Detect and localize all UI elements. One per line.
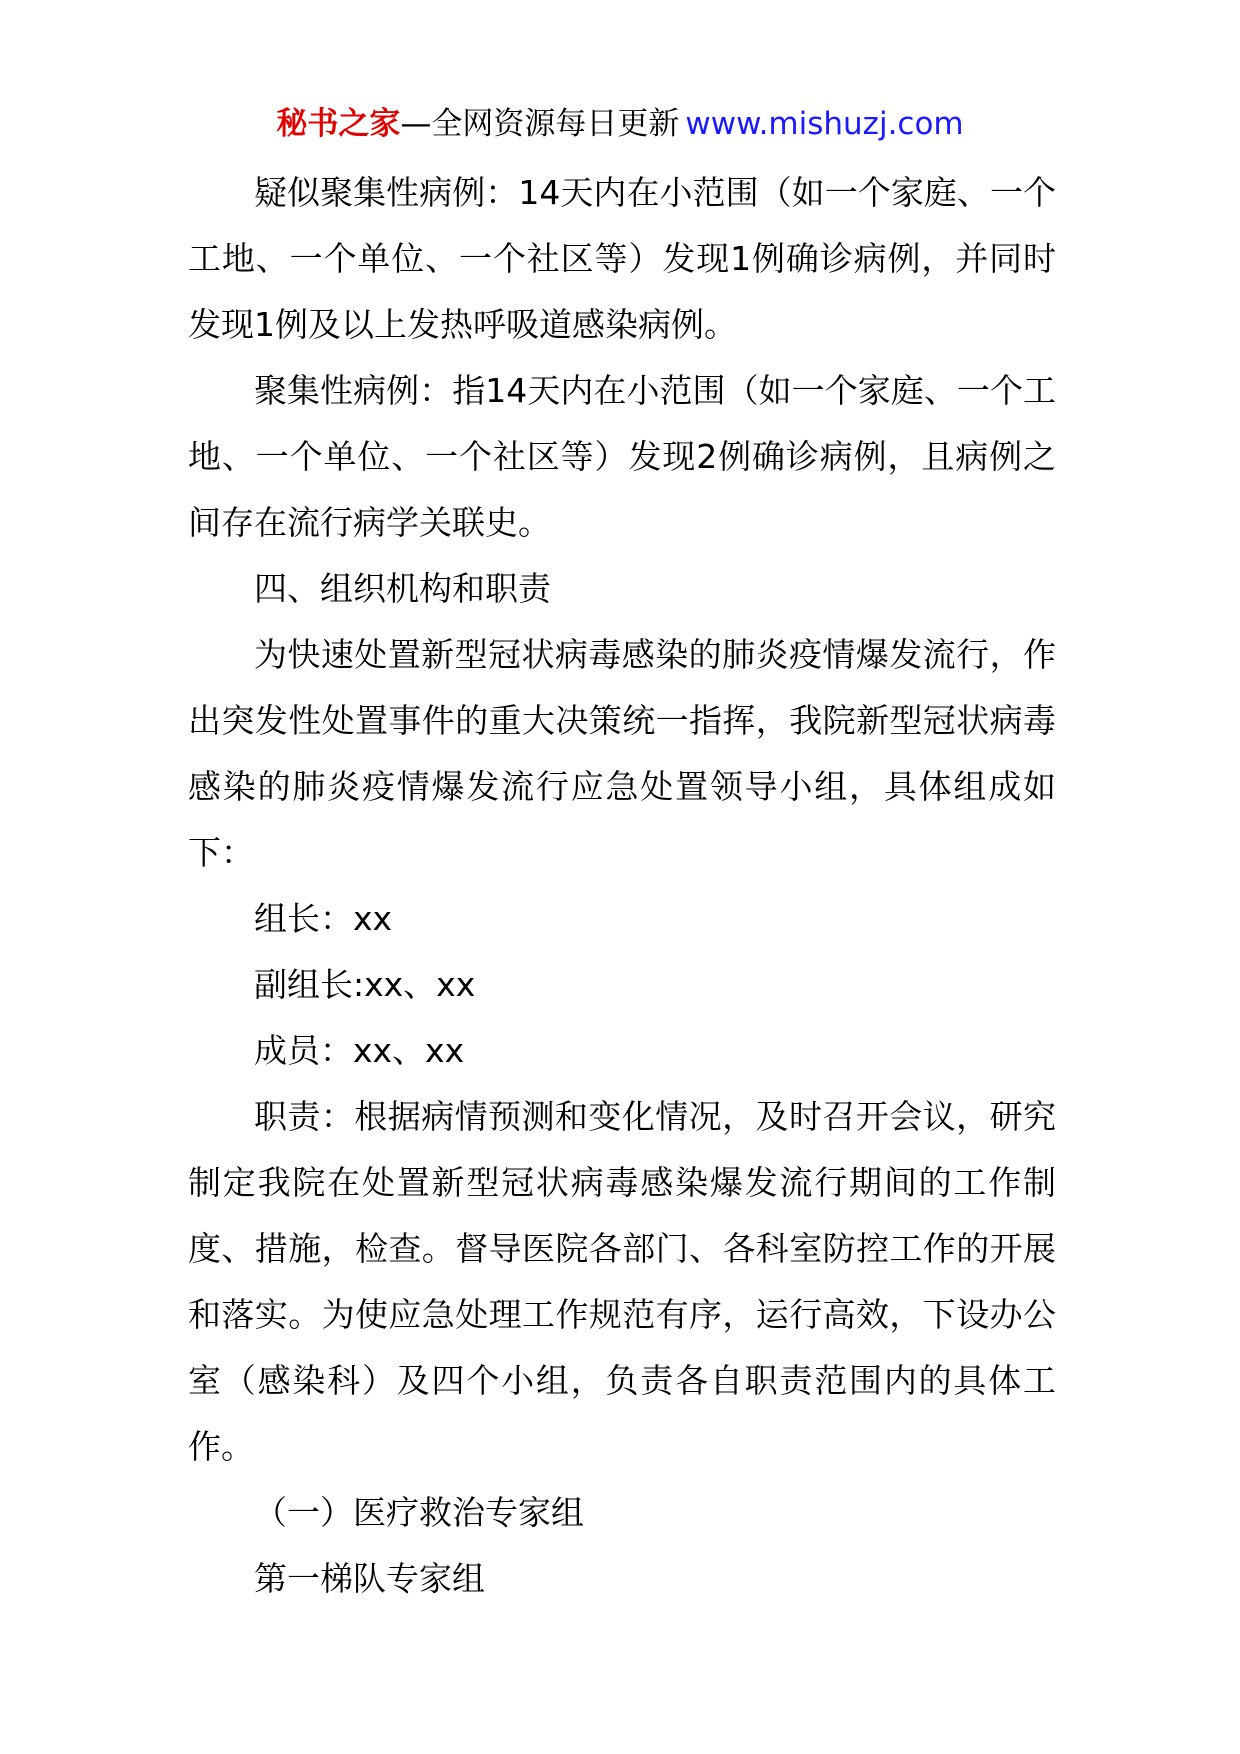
paragraph-responsibilities: 职责：根据病情预测和变化情况，及时召开会议，研究制定我院在处置新型冠状病毒感染爆发流行期间的工作制度、措施，检查。督导医院各部门、各科室防控工作的开展和落实。为使应急处理工作规范有序，运行高效，下设办公室（感染科）及四个小组，负责各自职责范围内的具体工作。 — [188, 1097, 1056, 1466]
paragraph-leadership-group: 为快速处置新型冠状病毒感染的肺炎疫情爆发流行，作出突发性处置事件的重大决策统一指挥，我院新型冠状病毒感染的肺炎疫情爆发流行应急处置领导小组，具体组成如下： — [188, 635, 1056, 872]
header-slogan: —全网资源每日更新 — [400, 106, 680, 142]
site-url-link[interactable]: www.mishuzj.com — [685, 106, 964, 142]
subsection-heading-medical-team: （一）医疗救治专家组 — [254, 1493, 584, 1532]
paragraph-suspected-cluster: 疑似聚集性病例：14天内在小范围（如一个家庭、一个工地、一个单位、一个社区等）发现1例确诊病例，并同时发现1例及以上发热呼吸道感染病例。 — [188, 173, 1056, 344]
leader-line: 组长：xx — [254, 899, 393, 938]
paragraph-cluster-case: 聚集性病例：指14天内在小范围（如一个家庭、一个工地、一个单位、一个社区等）发现2例确诊病例，且病例之间存在流行病学关联史。 — [188, 371, 1056, 542]
members-line: 成员：xx、xx — [254, 1031, 465, 1070]
brand-name: 秘书之家 — [276, 106, 401, 142]
watermark-header — [0, 100, 1240, 148]
document-body — [188, 160, 1056, 1612]
section-heading-organization: 四、组织机构和职责 — [254, 569, 551, 608]
first-echelon-heading: 第一梯队专家组 — [254, 1559, 485, 1598]
deputy-leader-line: 副组长:xx、xx — [254, 965, 476, 1004]
